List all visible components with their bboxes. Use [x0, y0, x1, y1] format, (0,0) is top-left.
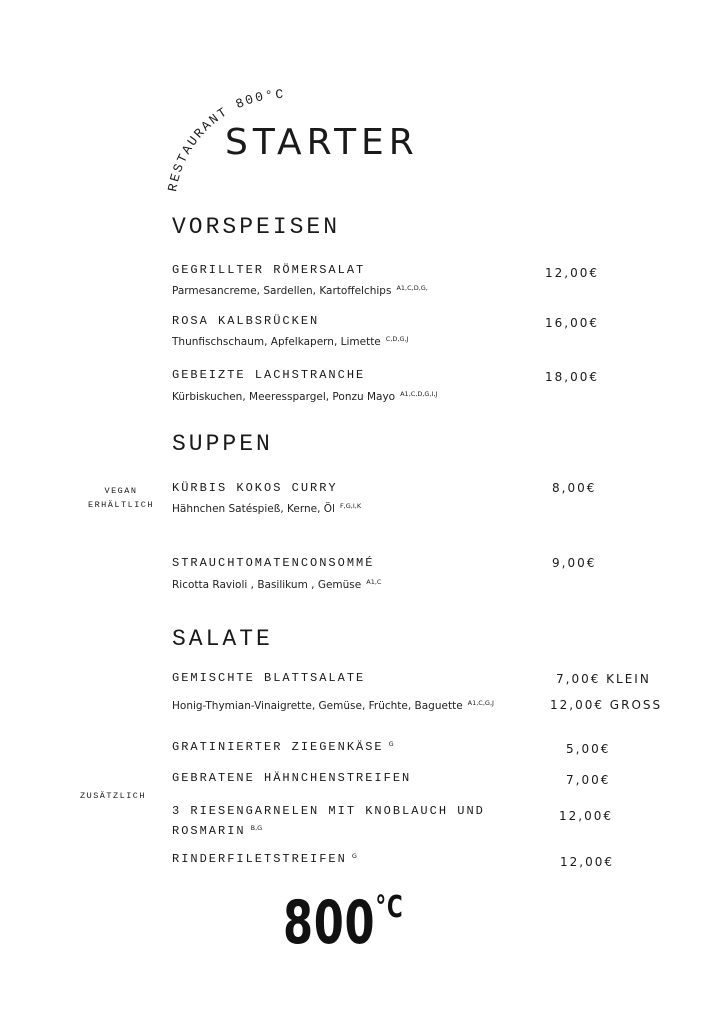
menu-item-price: 16,00€	[545, 316, 599, 330]
menu-item-price: 18,00€	[545, 370, 599, 384]
restaurant-arc-text	[0, 0, 724, 220]
allergen-codes: A1,C,G,J	[467, 699, 494, 707]
menu-item-name: GEGRILLTER RÖMERSALAT	[172, 263, 366, 277]
allergen-codes: G	[388, 740, 394, 748]
menu-item-name: KÜRBIS KOKOS CURRY	[172, 481, 338, 495]
allergen-codes: F,G,I,K	[339, 502, 362, 510]
allergen-codes: A1,C,D,G,	[396, 284, 428, 292]
extra-item-name: GEBRATENE HÄHNCHENSTREIFEN	[172, 771, 412, 785]
allergen-codes: A1,C,D,G,I,J	[400, 390, 438, 398]
menu-item-description: Kürbiskuchen, Meeresspargel, Ponzu Mayo $^{A1,C,D,G,I,J}$	[172, 390, 438, 403]
section-title-suppen: SUPPEN	[172, 431, 273, 457]
extra-item-name: GRATINIERTER ZIEGENKÄSE $^G$	[172, 740, 394, 754]
menu-item-price: 12,00€	[545, 266, 599, 280]
menu-item-price: 9,00€	[552, 556, 597, 570]
extra-item-price: 5,00€	[566, 742, 611, 756]
price-large: 12,00€ GROSS	[550, 698, 663, 712]
extra-item-name: RINDERFILETSTREIFEN $^G$	[172, 852, 357, 866]
vegan-available-note: VEGAN ERHÄLTLICH	[87, 486, 154, 510]
price-small: 7,00€ KLEIN	[556, 672, 651, 686]
menu-item-name: STRAUCHTOMATENCONSOMMÉ	[172, 556, 375, 570]
restaurant-name-text: RESTAURANT 800°C	[165, 86, 286, 193]
restaurant-logo: $800^{^\circ C}$	[283, 888, 404, 958]
menu-item-name: GEBEIZTE LACHSTRANCHE	[172, 368, 366, 382]
menu-item-description: Honig-Thymian-Vinaigrette, Gemüse, Früchte, Baguette $^{A1,C,G,J}$	[172, 699, 494, 712]
extra-item-price: 12,00€	[560, 855, 614, 869]
menu-item-description: Ricotta Ravioli , Basilikum , Gemüse $^{A1,C}$	[172, 578, 382, 591]
menu-item-name: GEMISCHTE BLATTSALATE	[172, 671, 366, 685]
menu-item-description: Parmesancreme, Sardellen, Kartoffelchips $^{A1,C,D,G,}$	[172, 284, 428, 297]
allergen-codes: C,D,G,J	[385, 335, 409, 343]
menu-item-description: Thunfischschaum, Apfelkapern, Limette $^{C,D,G,J}$	[172, 335, 409, 348]
menu-item-price: 8,00€	[552, 481, 597, 495]
section-title-vorspeisen: VORSPEISEN	[172, 214, 341, 240]
allergen-codes: G	[351, 852, 357, 860]
extra-item-price: 7,00€	[566, 773, 611, 787]
menu-item-description: Hähnchen Satéspieß, Kerne, Öl $^{F,G,I,K}$	[172, 502, 362, 515]
extra-item-name: 3 RIESENGARNELEN MIT KNOBLAUCH UND	[172, 804, 485, 818]
section-title-salate: SALATE	[172, 626, 273, 652]
extra-item-price: 12,00€	[559, 809, 613, 823]
additional-note: ZUSÄTZLICH	[80, 791, 147, 801]
allergen-codes: A1,C	[366, 578, 382, 586]
menu-item-name: ROSA KALBSRÜCKEN	[172, 314, 320, 328]
extra-item-name-continued: ROSMARIN $^{B,G}$	[172, 824, 263, 838]
page-title: STARTER	[225, 122, 419, 163]
allergen-codes: B,G	[250, 824, 263, 832]
